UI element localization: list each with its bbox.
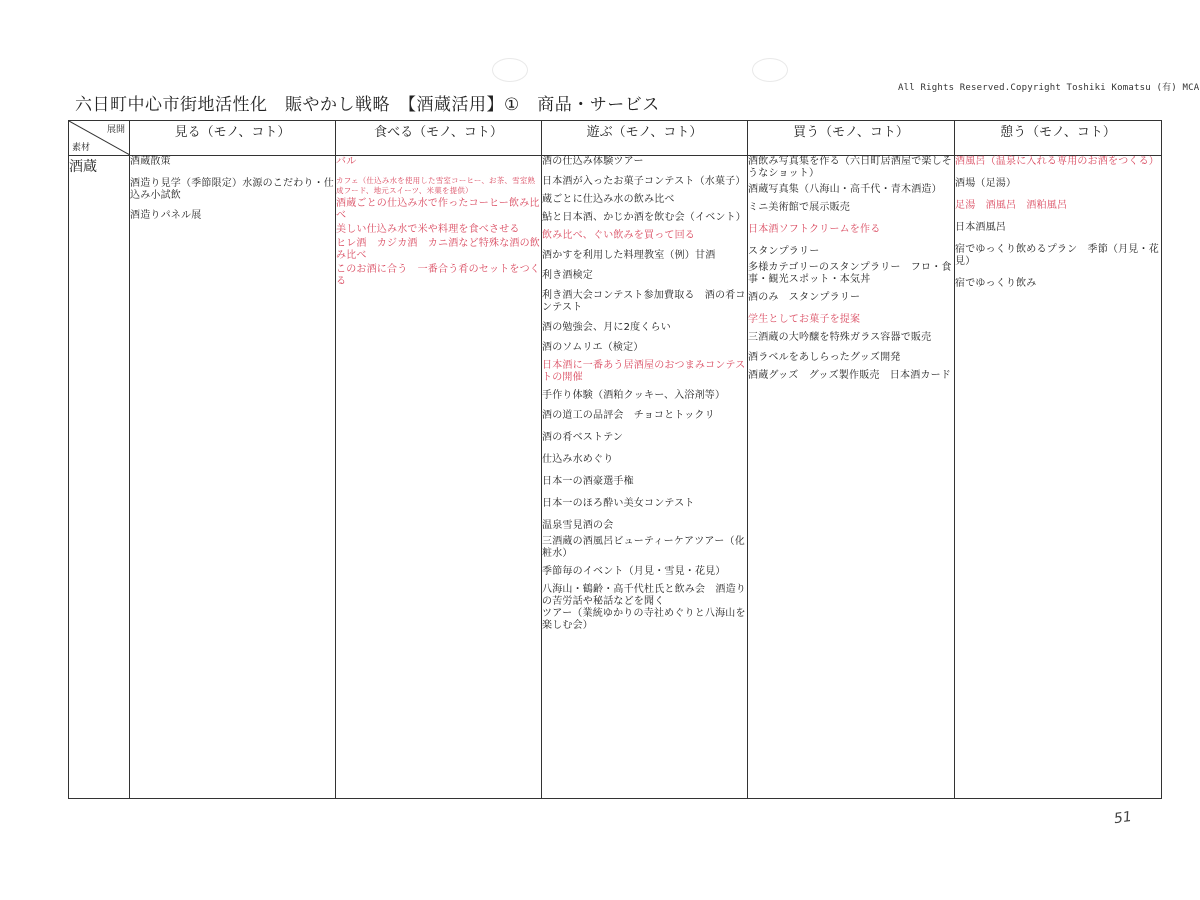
list-item: ヒレ酒 カジカ酒 カニ酒など特殊な酒の飲み比べ: [336, 238, 540, 261]
list-item: 学生としてお菓子を提案: [748, 314, 861, 325]
list-item: 酒の仕込み体験ツアー: [542, 156, 644, 167]
list-item: 酒かすを利用した料理教室（例）甘酒: [542, 250, 716, 261]
cell-ikou: [955, 156, 1162, 799]
list-item: 酒風呂（温泉に入れる専用のお酒をつくる）: [955, 156, 1159, 167]
list-item: 宿でゆっくり飲み: [955, 278, 1037, 289]
cell-kau: [748, 156, 955, 799]
list-item: 手作り体験（酒粕クッキー、入浴剤等）: [542, 390, 726, 401]
list-item: このお酒に合う 一番合う肴のセットをつくる: [336, 264, 540, 287]
list-item: 日本酒が入ったお菓子コンテスト（水菓子）: [542, 176, 746, 187]
cell-miru: [130, 156, 336, 799]
cell-asobu: [542, 156, 748, 799]
corner-label-top: 展開: [106, 125, 125, 135]
column-header-miru: 見る（モノ、コト）: [130, 121, 336, 156]
list-item: 利き酒検定: [542, 270, 593, 281]
list-item: 日本一の酒豪選手権: [542, 476, 634, 487]
copyright-notice: All Rights Reserved.Copyright Toshiki Komatsu (有) MCA: [898, 83, 1200, 93]
list-item: 酒のみ スタンプラリー: [748, 292, 861, 303]
list-item: 酒の勉強会、月に2度くらい: [542, 322, 671, 333]
page-number: 51: [1112, 808, 1133, 828]
punch-hole-left: [492, 58, 528, 82]
sakagura-row: [69, 156, 1162, 799]
list-item: 三酒蔵の酒風呂ビューティーケアツアー（化粧水）: [542, 536, 745, 559]
list-item: 仕込み水めぐり: [542, 454, 614, 465]
corner-label-bottom: 素材: [72, 143, 91, 153]
list-item: 酒蔵写真集（八海山・高千代・青木酒造）: [748, 184, 942, 195]
column-header-asobu: 遊ぶ（モノ、コト）: [542, 121, 748, 156]
list-item: 酒蔵散策: [130, 156, 171, 167]
list-item: 日本酒に一番あう居酒屋のおつまみコンテストの開催: [542, 360, 746, 383]
list-item: バル: [336, 156, 357, 167]
corner-cell: [69, 121, 130, 156]
list-item: 酒蔵ごとの仕込み水で作ったコーヒー飲み比べ: [336, 198, 540, 221]
list-item: 利き酒大会コンテスト参加費取る 酒の肴コンテスト: [542, 290, 746, 313]
list-item: 酒の道工の品評会 チョコとトックリ: [542, 410, 715, 421]
list-item: 酒造り見学（季節限定）水源のこだわり・仕込み小試飲: [130, 178, 334, 201]
list-item: 三酒蔵の大吟醸を特殊ガラス容器で販売: [748, 332, 932, 343]
list-item: 多様カテゴリーのスタンプラリー フロ・食事・観光スポット・本気丼: [748, 262, 952, 285]
column-header-kau: 買う（モノ、コト）: [748, 121, 955, 156]
list-item: 蔵ごとに仕込み水の飲み比べ: [542, 194, 675, 205]
column-header-ikou: 憩う（モノ、コト）: [955, 121, 1162, 156]
list-item: 足湯 酒風呂 酒粕風呂: [955, 200, 1068, 211]
list-item: 鮎と日本酒、かじか酒を飲む会（イベント）: [542, 212, 746, 223]
list-item: 飲み比べ、ぐい飲みを買って回る: [542, 230, 695, 241]
list-item: 宿でゆっくり飲めるプラン 季節（月見・花見）: [955, 244, 1159, 267]
list-item: ツアー（業統ゆかりの寺社めぐりと八海山を楽しむ会）: [542, 608, 746, 631]
list-item: 八海山・鶴齢・高千代杜氏と飲み会 酒造りの苦労話や秘話などを聞く: [542, 584, 746, 607]
header-row: [69, 121, 1162, 156]
list-item: 酒場（足湯）: [955, 178, 1017, 189]
list-item: カフェ（仕込み水を使用した雪室コーヒー、お茶、雪室熟成フード、地元スイーツ、米菓を提供）: [336, 176, 536, 195]
list-item: 日本一のほろ酔い美女コンテスト: [542, 498, 695, 509]
list-item: 酒造りパネル展: [130, 210, 202, 221]
cell-taberu: [336, 156, 542, 799]
list-item: 日本酒ソフトクリームを作る: [748, 224, 881, 235]
list-item: 季節毎のイベント（月見・雪見・花見）: [542, 566, 726, 577]
list-item: スタンプラリー: [748, 246, 820, 257]
column-header-taberu: 食べる（モノ、コト）: [336, 121, 542, 156]
list-item: 温泉雪見酒の会: [542, 520, 614, 531]
row-label: 酒蔵: [69, 156, 130, 799]
list-item: 酒飲み写真集を作る（六日町居酒屋で楽しそうなショット）: [748, 156, 952, 179]
page-title: 六日町中心市街地活性化 賑やかし戦略 【酒蔵活用】① 商品・サービス: [75, 95, 660, 115]
list-item: 酒のソムリエ（検定）: [542, 342, 644, 353]
list-item: 日本酒風呂: [955, 222, 1006, 233]
list-item: 酒ラベルをあしらったグッズ開発: [748, 352, 901, 363]
list-item: ミニ美術館で展示販売: [748, 202, 850, 213]
list-item: 美しい仕込み水で米や料理を食べさせる: [336, 224, 520, 235]
punch-hole-right: [752, 58, 788, 82]
strategy-table: [68, 120, 1162, 799]
list-item: 酒蔵グッズ グッズ製作販売 日本酒カード: [748, 370, 951, 381]
list-item: 酒の肴ベストテン: [542, 432, 624, 443]
